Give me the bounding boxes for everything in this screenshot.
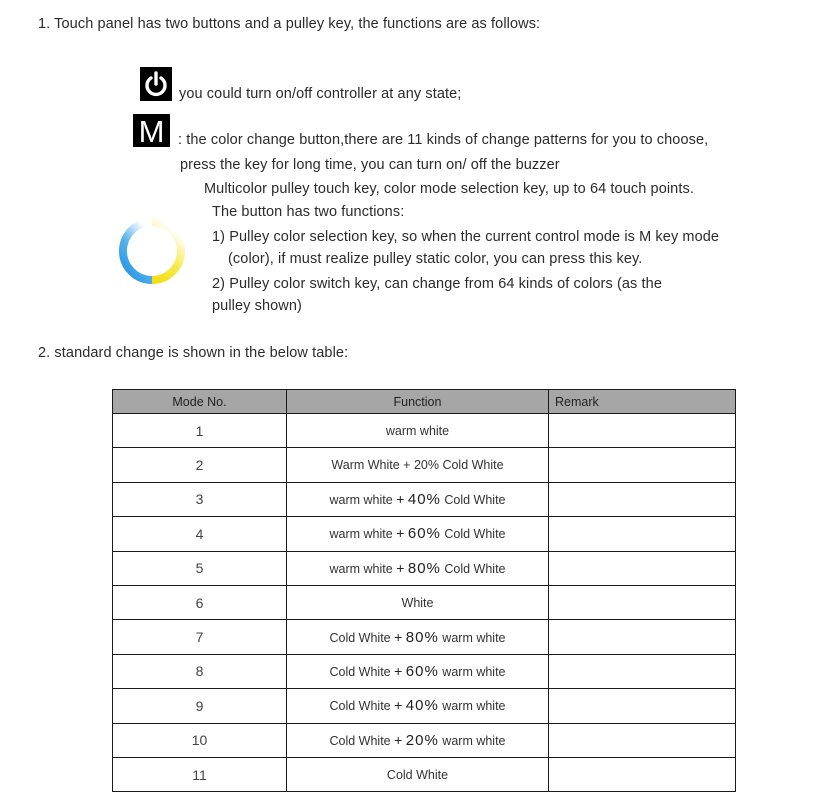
function-plus: + <box>396 559 405 576</box>
function-percent: 80% <box>405 628 439 646</box>
function-cell: Warm White + 20% Cold White <box>287 448 549 482</box>
remark-cell <box>549 620 736 654</box>
remark-cell <box>549 414 736 448</box>
remark-cell <box>549 551 736 585</box>
function-plus: + <box>394 731 403 748</box>
table-row <box>113 620 736 654</box>
table-row <box>113 723 736 757</box>
column-header-mode: Mode No. <box>113 390 287 414</box>
table-row <box>113 517 736 551</box>
table-row <box>113 448 736 482</box>
pulley-description-line5: 2) Pulley color switch key, can change from 64 kinds of colors (as the <box>212 276 662 292</box>
pulley-description-line4: (color), if must realize pulley static color, you can press this key. <box>228 251 643 267</box>
function-plus: + <box>394 697 403 714</box>
function-cell: Cold White <box>287 757 549 791</box>
function-primary: warm white <box>329 527 393 542</box>
function-secondary: Cold White <box>444 561 506 576</box>
remark-cell <box>549 723 736 757</box>
section-1-heading: 1. Touch panel has two buttons and a pulley key, the functions are as follows: <box>38 16 541 32</box>
function-percent: 20% <box>405 731 439 749</box>
function-cell <box>287 517 549 551</box>
mode-number-cell: 11 <box>113 757 287 791</box>
function-plus: + <box>396 490 405 507</box>
m-key-description-line2: press the key for long time, you can turn on/ off the buzzer <box>180 157 560 173</box>
pulley-description-line6: pulley shown) <box>212 298 302 314</box>
function-cell <box>287 689 549 723</box>
function-primary: Cold White <box>329 664 391 679</box>
mode-number-cell: 7 <box>113 620 287 654</box>
color-wheel-icon <box>118 218 186 284</box>
pulley-description-line3: 1) Pulley color selection key, so when the current control mode is M key mode <box>212 229 720 245</box>
function-percent: 60% <box>405 662 439 680</box>
table-row <box>113 482 736 516</box>
function-secondary: warm white <box>442 630 506 645</box>
function-percent: 60% <box>407 525 441 543</box>
column-header-function: Function <box>287 390 549 414</box>
table-row <box>113 551 736 585</box>
m-key-icon <box>133 114 170 147</box>
power-icon <box>140 67 172 101</box>
table-row <box>113 689 736 723</box>
mode-number-cell: 2 <box>113 448 287 482</box>
function-primary: Cold White <box>329 699 391 714</box>
table-row <box>113 414 736 448</box>
function-percent: 40% <box>407 490 441 508</box>
pulley-description-line2: The button has two functions: <box>212 204 405 220</box>
mode-table <box>112 389 736 792</box>
function-cell <box>287 551 549 585</box>
function-secondary: Cold White <box>444 527 506 542</box>
function-cell <box>287 723 549 757</box>
function-secondary: Cold White <box>444 492 506 507</box>
table-header-row <box>113 390 736 414</box>
function-percent: 40% <box>405 697 439 715</box>
remark-cell <box>549 654 736 688</box>
remark-cell <box>549 448 736 482</box>
function-plus: + <box>394 628 403 645</box>
mode-number-cell: 5 <box>113 551 287 585</box>
mode-number-cell: 8 <box>113 654 287 688</box>
section-2-heading: 2. standard change is shown in the below table: <box>38 345 349 361</box>
mode-number-cell: 6 <box>113 585 287 619</box>
m-key-letter: M <box>138 114 165 149</box>
function-primary: warm white <box>329 561 393 576</box>
pulley-description-line1: Multicolor pulley touch key, color mode selection key, up to 64 touch points. <box>204 181 694 197</box>
remark-cell <box>549 482 736 516</box>
function-cell: warm white <box>287 414 549 448</box>
function-secondary: warm white <box>442 733 506 748</box>
function-cell: White <box>287 585 549 619</box>
mode-number-cell: 10 <box>113 723 287 757</box>
function-cell <box>287 620 549 654</box>
m-key-description-line1: : the color change button,there are 11 kinds of change patterns for you to choose, <box>178 132 709 148</box>
function-secondary: warm white <box>442 699 506 714</box>
function-primary: warm white <box>329 492 393 507</box>
remark-cell <box>549 517 736 551</box>
column-header-remark: Remark <box>549 390 736 414</box>
function-primary: Cold White <box>329 733 391 748</box>
function-plus: + <box>396 525 405 542</box>
function-secondary: warm white <box>442 664 506 679</box>
mode-number-cell: 9 <box>113 689 287 723</box>
power-key-description: you could turn on/off controller at any state; <box>179 86 462 102</box>
function-primary: Cold White <box>329 630 391 645</box>
remark-cell <box>549 585 736 619</box>
remark-cell <box>549 689 736 723</box>
table-row <box>113 654 736 688</box>
mode-number-cell: 3 <box>113 482 287 516</box>
mode-number-cell: 4 <box>113 517 287 551</box>
table-row <box>113 585 736 619</box>
function-plus: + <box>394 662 403 679</box>
mode-number-cell: 1 <box>113 414 287 448</box>
function-cell <box>287 654 549 688</box>
function-percent: 80% <box>407 559 441 577</box>
table-row <box>113 757 736 791</box>
remark-cell <box>549 757 736 791</box>
function-cell <box>287 482 549 516</box>
